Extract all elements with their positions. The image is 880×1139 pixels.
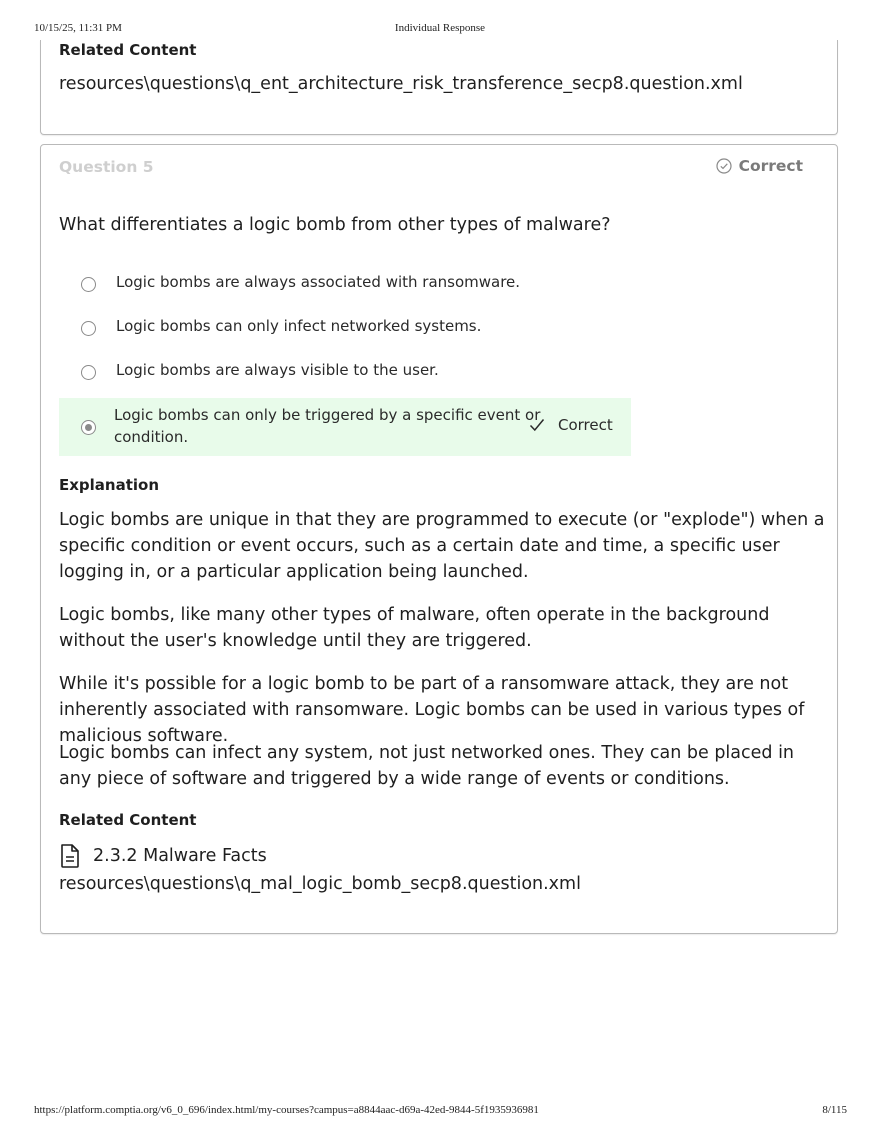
document-icon [59,843,81,869]
check-circle-icon [716,158,732,174]
option-text: Logic bombs can only infect networked systems. [116,317,482,335]
radio-button[interactable] [81,321,96,336]
radio-button[interactable] [81,365,96,380]
option-text-line-2: condition. [114,428,189,446]
checkmark-icon [529,418,545,432]
answer-option[interactable] [59,262,631,306]
print-header [0,22,880,36]
print-datetime: 10/15/25, 11:31 PM [34,22,122,34]
option-text: Logic bombs are always associated with ransomware. [116,273,521,291]
option-text: Logic bombs are always visible to the user. [116,361,439,379]
answer-option[interactable] [59,306,631,350]
radio-button-selected[interactable] [81,420,96,435]
explanation-paragraph: Logic bombs, like many other types of malware, often operate in the background without the user's knowledge until they are triggered. [59,605,770,651]
answer-option[interactable] [59,350,631,394]
question-text: What differentiates a logic bomb from other types of malware? [59,215,611,235]
question-status [716,157,803,175]
print-footer [0,1104,880,1118]
status-label: Correct [738,157,803,175]
print-page-number: 8/115 [822,1104,847,1116]
explanation-heading: Explanation [59,476,160,494]
related-content-link[interactable] [59,843,267,869]
explanation-paragraph: While it's possible for a logic bomb to be part of a ransomware attack, they are not inherently associated with ransomware. Logic bombs can be used in various types of malicious software. [59,674,805,746]
print-url: https://platform.comptia.org/v6_0_696/index.html/my-courses?campus=a8844aac-d69a-42ed-9844-5f1935936981 [34,1104,539,1116]
question-number: Question 5 [59,158,154,176]
previous-question-card [40,40,838,135]
related-item-label[interactable]: 2.3.2 Malware Facts [93,846,267,866]
explanation-paragraph: Logic bombs are unique in that they are programmed to execute (or "explode") when a specific condition or event occurs, such as a certain date and time, a specific user logging in, or a particular application being launched. [59,510,825,582]
question-card [40,144,838,934]
option-text [114,404,540,448]
option-text-line-1: Logic bombs can only be triggered by a specific event or [114,406,541,424]
radio-button[interactable] [81,277,96,292]
option-result [529,416,613,434]
resource-path: resources\questions\q_mal_logic_bomb_secp8.question.xml [59,874,581,894]
answer-option-selected[interactable] [59,398,631,456]
related-content-heading: Related Content [59,811,197,829]
resource-path: resources\questions\q_ent_architecture_risk_transference_secp8.question.xml [59,74,743,94]
option-result-label: Correct [558,416,613,434]
print-title: Individual Response [394,22,486,34]
related-content-heading: Related Content [59,41,197,59]
explanation-paragraph: Logic bombs can infect any system, not just networked ones. They can be placed in any piece of software and triggered by a wide range of events or conditions. [59,743,795,789]
